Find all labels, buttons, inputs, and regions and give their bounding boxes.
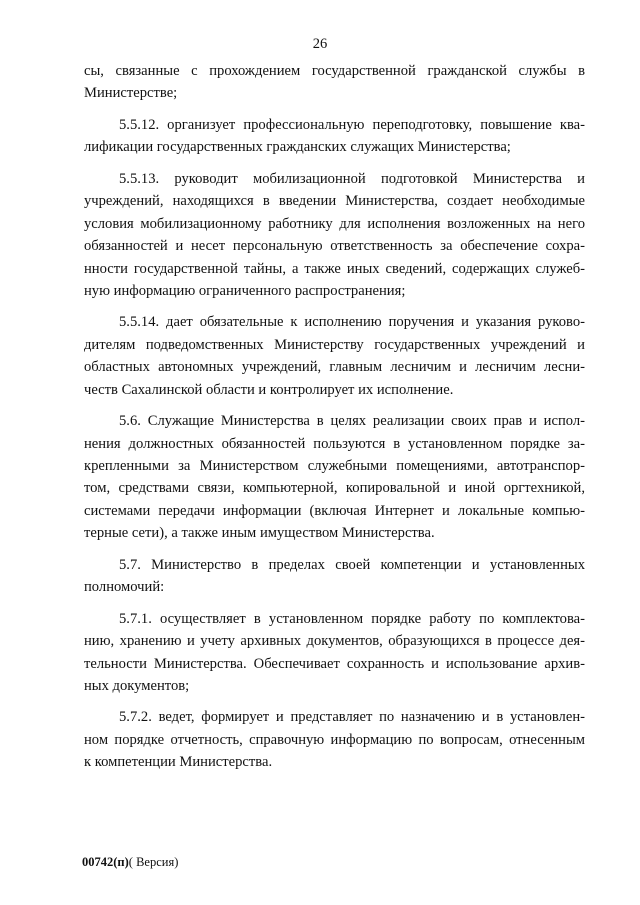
text-line: нности государственной тайны, а также иных сведений, содержащих служеб- <box>84 260 585 277</box>
document-version: ( Версия) <box>128 855 179 869</box>
text-line: тельности Министерства. Обеспечивает сохранность и использование архив- <box>84 655 585 672</box>
text-line: нию, хранению и учету архивных документов, образующихся в процессе дея- <box>84 633 585 650</box>
text-line: ных документов; <box>84 677 190 694</box>
paragraph-first-line: 5.7. Министерство в пределах своей компетенции и установленных <box>119 556 585 573</box>
paragraph-first-line: 5.6. Служащие Министерства в целях реализации своих прав и испол- <box>119 413 585 430</box>
text-line: лификации государственных гражданских служащих Министерства; <box>84 139 511 156</box>
text-line: ную информацию ограниченного распространения; <box>84 282 406 299</box>
document-code: 00742(п) <box>82 855 129 869</box>
text-line: областных автономных учреждений, главным лесничим и лесничим лесни- <box>84 359 585 376</box>
document-body <box>84 60 585 774</box>
document-footer <box>82 855 178 870</box>
text-line: терные сети), а также иным имуществом Министерства. <box>84 525 435 542</box>
page-number: 26 <box>312 36 328 52</box>
paragraph-first-line: 5.7.2. ведет, формирует и представляет по назначению и в установлен- <box>119 709 585 726</box>
text-line: крепленными за Министерством служебными помещениями, автотранспор- <box>84 458 585 474</box>
text-line: честв Сахалинской области и контролирует их исполнение. <box>84 381 454 398</box>
text-line: полномочий: <box>84 579 165 596</box>
text-line: ном порядке отчетность, справочную информацию по вопросам, отнесенным <box>84 731 585 748</box>
text-line: дителям подведомственных Министерству государственных учреждений и <box>84 336 585 353</box>
text-line: Министерстве; <box>84 85 178 102</box>
paragraph-first-line: 5.5.13. руководит мобилизационной подготовкой Министерства и <box>119 170 585 187</box>
text-line: обязанностей и несет персональную ответственность за обеспечение сохра- <box>84 238 585 255</box>
text-line: нения должностных обязанностей пользуются в установленном порядке за- <box>84 435 585 452</box>
text-line: к компетенции Министерства. <box>84 754 273 771</box>
text-line: учреждений, находящихся в введении Министерства, создает необходимые <box>84 193 585 210</box>
paragraph-first-line: 5.5.14. дает обязательные к исполнению поручения и указания руково- <box>119 314 585 331</box>
text-line: сы, связанные с прохождением государственной гражданской службы в <box>84 63 585 79</box>
text-line: том, средствами связи, компьютерной, копировальной и иной оргтехникой, <box>84 480 585 497</box>
paragraph-first-line: 5.7.1. осуществляет в установленном порядке работу по комплектова- <box>119 610 585 627</box>
paragraph-first-line: 5.5.12. организует профессиональную переподготовку, повышение ква- <box>119 116 585 133</box>
text-line: условия мобилизационному работнику для исполнения возложенных на него <box>84 215 585 232</box>
text-line: системами передачи информации (включая Интернет и локальные компью- <box>84 502 585 519</box>
